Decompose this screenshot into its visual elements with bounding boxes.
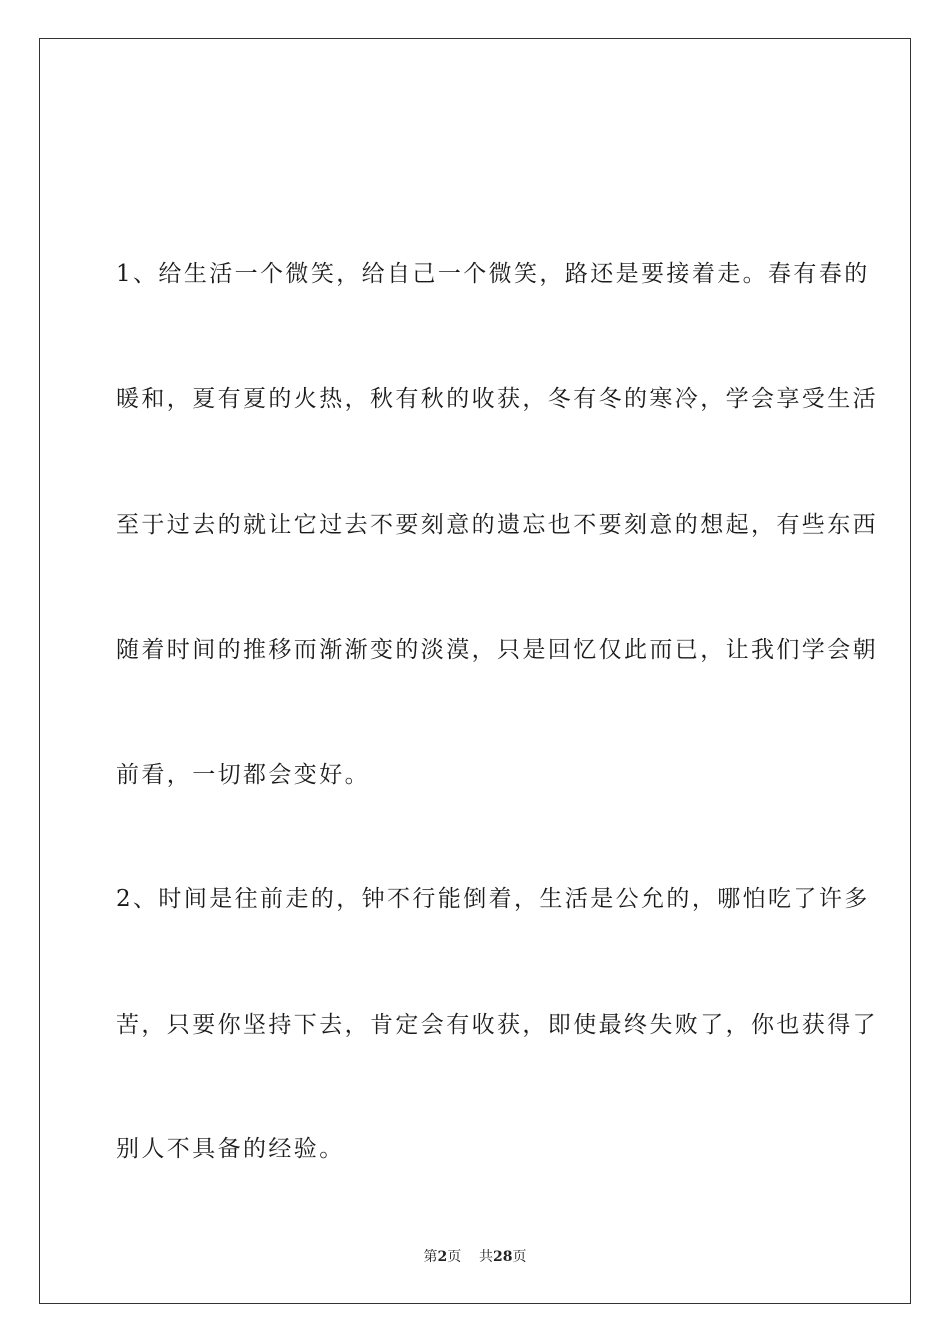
paragraph-1-line-3: 至于过去的就让它过去不要刻意的遗忘也不要刻意的想起，有些东西: [116, 512, 878, 538]
paragraph-1-line-2: 暖和，夏有夏的火热，秋有秋的收获，冬有冬的寒冷，学会享受生活: [116, 386, 878, 412]
page-footer: [0, 1248, 950, 1266]
paragraph-2-line-2: 苦，只要你坚持下去，肯定会有收获，即使最终失败了，你也获得了: [116, 1012, 878, 1038]
page-total-label: 共28页: [479, 1249, 527, 1265]
page-border: [39, 38, 911, 1304]
paragraph-1-line-1: 1、给生活一个微笑，给自己一个微笑，路还是要接着走。春有春的: [116, 261, 870, 287]
paragraph-2-line-1: 2、时间是往前走的，钟不行能倒着，生活是公允的，哪怕吃了许多: [116, 886, 870, 912]
page-number-label: 第2页: [423, 1249, 462, 1265]
paragraph-2-line-3: 别人不具备的经验。: [116, 1136, 345, 1162]
paragraph-1-line-5: 前看，一切都会变好。: [116, 762, 370, 788]
paragraph-1-line-4: 随着时间的推移而渐渐变的淡漠，只是回忆仅此而已，让我们学会朝: [116, 637, 878, 663]
